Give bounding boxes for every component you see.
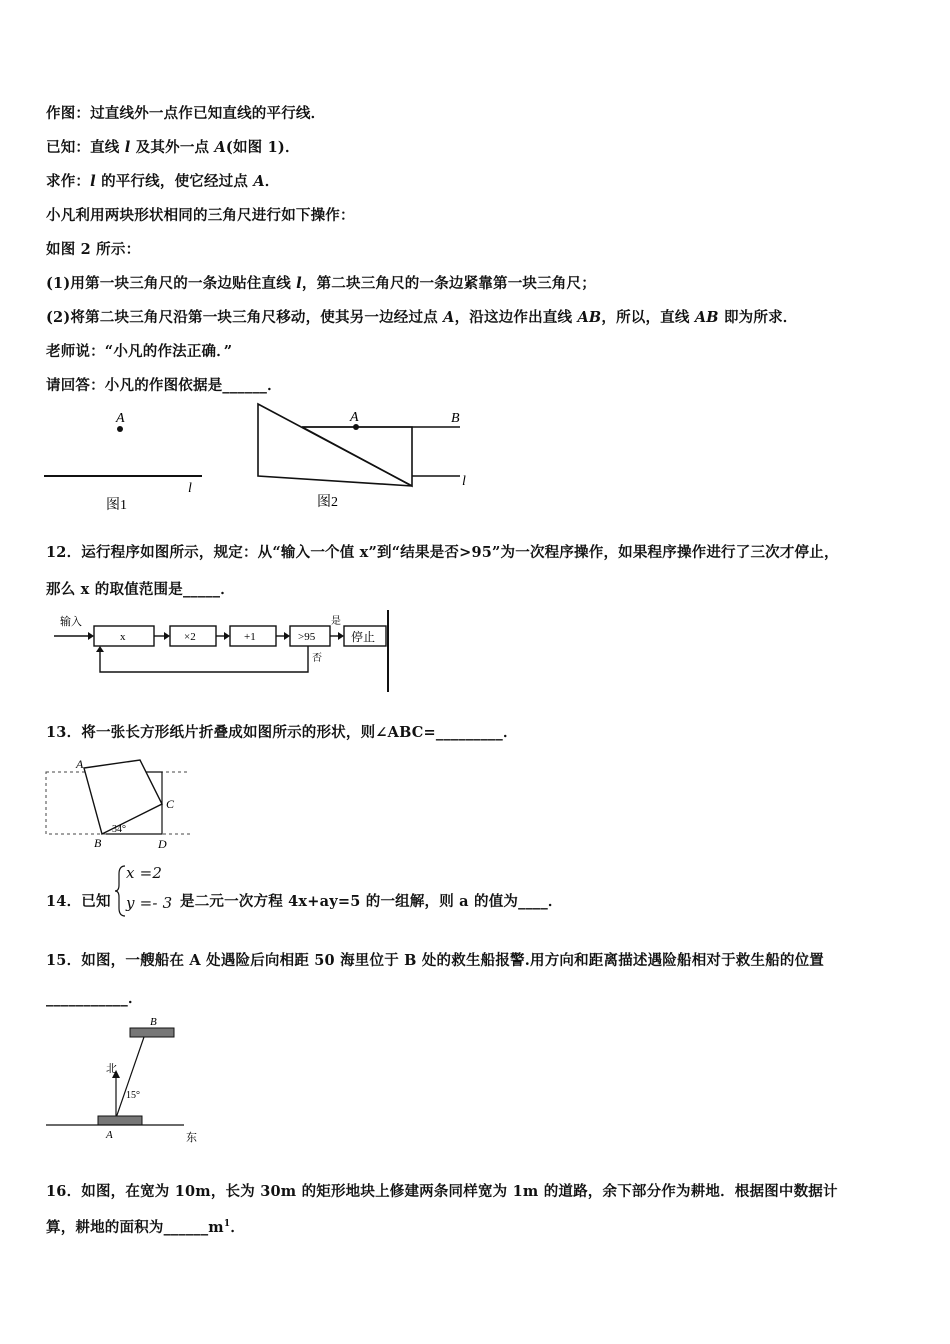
q11-line-8: 老师说：“小凡的作法正确．” xyxy=(46,343,233,360)
flow-no-label: 否 xyxy=(312,653,322,664)
q13-label-a: A xyxy=(76,757,84,771)
fig1-caption: 图1 xyxy=(106,498,127,513)
q16-superscript: 1 xyxy=(223,1219,231,1230)
q15-angle-label: 15° xyxy=(126,1090,140,1101)
q11-line-4: 小凡利用两块形状相同的三角尺进行如下操作： xyxy=(46,207,355,224)
fig2-point-label: A xyxy=(350,410,359,425)
q13-line-1: 13．将一张长方形纸片折叠成如图所示的形状，则∠ABC=_________． xyxy=(46,724,518,741)
q13-label-c: C xyxy=(166,797,175,811)
fig2-caption: 图2 xyxy=(317,495,338,510)
q11-line-7: (2)将第二块三角尺沿第一块三角尺移动，使其另一边经过点 A，沿这边作出直线 AB，所以，直线 AB 即为所求． xyxy=(46,309,798,326)
q14-eq1: x =2 xyxy=(126,864,163,882)
q14-post: 是二元一次方程 4x+ay=5 的一组解，则 a 的值为____． xyxy=(180,893,563,910)
q13-label-d: D xyxy=(158,837,167,851)
q14-pre: 14．已知 xyxy=(46,893,111,910)
q15-north-label: 北 xyxy=(106,1063,117,1075)
q15-ship-a xyxy=(98,1116,142,1125)
q15-label-a: A xyxy=(106,1129,113,1141)
q11-line-2: 已知：直线 l 及其外一点 A(如图 1)． xyxy=(46,139,300,156)
q12-line-1: 12．运行程序如图所示，规定：从“输入一个值 x”到“结果是否>95”为一次程序操作，如果程序操作进行了三次才停止， xyxy=(46,544,839,561)
flow-input-label: 输入 xyxy=(60,616,82,628)
fig2-triangle-2 xyxy=(302,427,412,486)
q11-line-3: 求作：l 的平行线，使它经过点 A． xyxy=(46,173,280,190)
q12-flowchart xyxy=(44,608,394,694)
q13-folded-part xyxy=(84,760,162,834)
fig2-line-label: l xyxy=(462,474,466,489)
flow-cmp-label: >95 xyxy=(298,631,316,643)
fig1-line-label: l xyxy=(188,481,192,496)
q12-line-2: 那么 x 的取值范围是_____． xyxy=(46,581,235,598)
q15-figure xyxy=(44,1012,214,1146)
q16-line-1: 16．如图，在宽为 10m，长为 30m 的矩形地块上修建两条同样宽为 1m 的道路，余下部分作为耕地．根据图中数据计 xyxy=(46,1183,838,1200)
q11-line-6: (1)用第一块三角尺的一条边贴住直线 l，第二块三角尺的一条边紧靠第一块三角尺； xyxy=(46,275,596,292)
q15-line-1: 15．如图，一艘船在 A 处遇险后向相距 50 海里位于 B 处的救生船报警.用方向和距离描述遇险船相对于救生船的位置 xyxy=(46,952,824,969)
flow-mul-label: ×2 xyxy=(184,631,196,643)
fig1-point-label: A xyxy=(116,411,125,426)
q13-figure xyxy=(40,756,190,852)
q11-figures xyxy=(40,400,480,520)
flow-yes-label: 是 xyxy=(331,616,341,627)
q14-eq2: y =- 3 xyxy=(126,894,173,912)
q11-line-1: 作图：过直线外一点作已知直线的平行线． xyxy=(46,105,326,122)
q11-line-9: 请回答：小凡的作图依据是______． xyxy=(46,377,282,394)
q15-label-b: B xyxy=(150,1016,157,1028)
q11-line-5: 如图 2 所示： xyxy=(46,241,141,258)
q15-line-2: ___________． xyxy=(46,990,143,1007)
flow-stop-label: 停止 xyxy=(351,630,376,644)
flow-add-label: +1 xyxy=(244,631,256,643)
flow-loop-back xyxy=(100,646,308,672)
q13-angle-label: 34° xyxy=(112,824,126,835)
q15-ship-b xyxy=(130,1028,174,1037)
q15-bearing-line xyxy=(116,1037,144,1118)
q15-east-label: 东 xyxy=(186,1132,197,1144)
flow-x-label: x xyxy=(120,631,126,643)
fig1-point xyxy=(117,426,123,432)
fig2-end-label: B xyxy=(451,411,460,426)
q16-line-2: 算，耕地的面积为$\_\_\_\_\_\_m^1$． xyxy=(46,1219,246,1236)
q13-label-b: B xyxy=(94,836,102,850)
